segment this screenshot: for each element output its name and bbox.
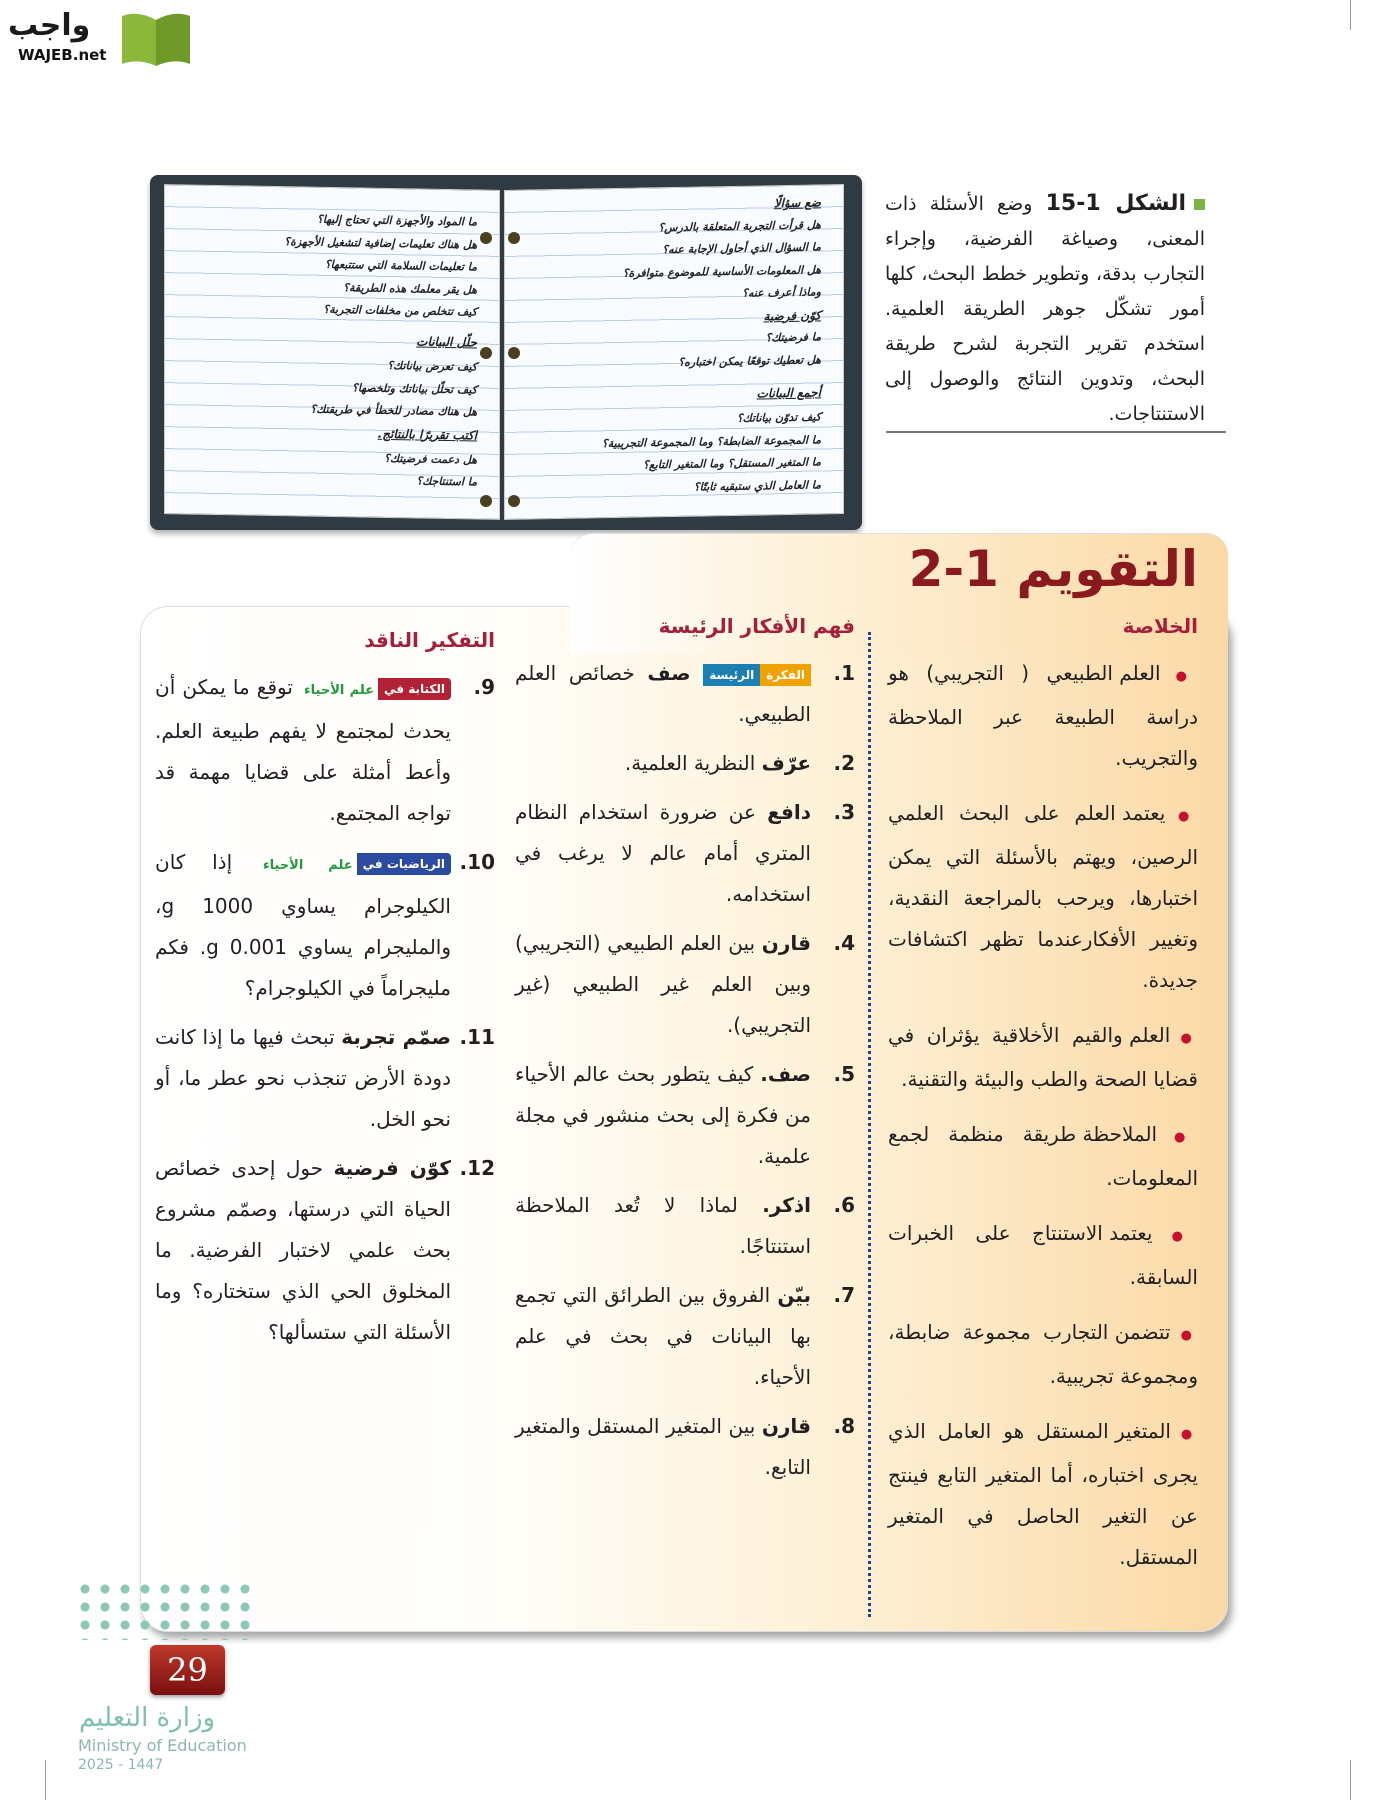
question-text: النظرية العلمية. (624, 751, 756, 775)
main-ideas-heading: فهم الأفكار الرئيسة (658, 614, 855, 638)
question-number: 2. (833, 751, 855, 775)
notebook-line: كيف تدوّن بياناتك؟ (736, 410, 821, 425)
notebook-line: ما تعليمات السلامة التي ستتبعها؟ (324, 257, 477, 274)
question-verb: قارن (761, 931, 811, 955)
question-number: 6. (833, 1193, 855, 1217)
notebook-heading: حلّل البيانات (416, 334, 477, 350)
notebook-line: هل هناك تعليمات إضافية لتشغيل الأجهزة؟ (284, 234, 477, 252)
notebook-heading: اكتب تقريرًا بالنتائج. (377, 426, 477, 443)
notebook-line: ما المواد والأجهزة التي تحتاج إليها؟ (317, 212, 477, 229)
notebook-line: كيف تتخلص من مخلفات التجربة؟ (323, 302, 477, 319)
question-number: 4. (833, 931, 855, 955)
question-verb: صف (647, 661, 691, 685)
question-verb: كوّن فرضية (333, 1156, 452, 1180)
notebook-figure (150, 175, 862, 530)
main-idea-badge: الفكرة (760, 664, 811, 686)
ring-hole (508, 232, 520, 244)
question-verb: قارن (761, 1414, 812, 1438)
subject-label: علم الأحياء (262, 858, 353, 873)
question-number: 3. (833, 800, 855, 824)
ring-hole (480, 495, 492, 507)
book-icon (118, 10, 194, 68)
crop-mark (45, 1760, 46, 1800)
summary-item: ● العلم والقيم الأخلاقية يؤثران في قضايا الصحة والطب والبيئة والتقنية. (888, 1015, 1198, 1100)
page-number: 29 (150, 1645, 225, 1695)
question-item (515, 1275, 855, 1398)
question-text: بين العلم الطبيعي (التجريبي) وبين العلم غير الطبيعي (غير التجريبي). (515, 931, 811, 1037)
question-item (515, 1054, 855, 1177)
question-verb: عرّف (761, 751, 811, 775)
notebook-line: هل يقر معلمك هذه الطريقة؟ (343, 280, 477, 297)
notebook-line: وماذا أعرف عنه؟ (742, 285, 821, 300)
notebook-line: كيف تعرض بياناتك؟ (387, 358, 477, 374)
notebook-line: ما استنتاجك؟ (416, 474, 477, 489)
question-verb: بيّن (777, 1283, 812, 1307)
question-item (155, 1017, 495, 1140)
question-item (515, 923, 855, 1046)
subject-badge: الرياضيات في (357, 853, 451, 875)
question-text: إذا كان الكيلوجرام يساوي 1000 g، والمليجرام يساوي 0.001 g. فكم مليجراماً في الكيلوجرام؟ (155, 850, 451, 1000)
crop-mark (1350, 0, 1351, 30)
summary-heading: الخلاصة (1122, 614, 1198, 638)
question-text: الفروق بين الطرائق التي تجمع بها البيانات في بحث في علم الأحياء. (515, 1283, 811, 1389)
ring-hole (508, 495, 520, 507)
notebook-line: ما فرضيتك؟ (765, 330, 821, 345)
notebook-line: ما المجموعة الضابطة؟ وما المجموعة التجريبية؟ (601, 432, 821, 450)
notebook-line: ما السؤال الذي أحاول الإجابة عنه؟ (662, 240, 821, 257)
question-text: حول إحدى خصائص الحياة التي درستها، وصمّم مشروع بحث علمي لاختبار الفرضية. ما المخلوق الحي الذي ستختاره؟ وما الأسئلة التي ستسألها؟ (155, 1156, 451, 1344)
question-item (515, 1185, 855, 1267)
green-square-icon (1194, 199, 1205, 210)
question-number: 5. (833, 1062, 855, 1086)
question-item (515, 792, 855, 915)
summary-item: ● العلم الطبيعي ( التجريبي) هو دراسة الطبيعة عبر الملاحظة والتجريب. (888, 653, 1198, 779)
question-number: 8. (833, 1414, 855, 1438)
critical-thinking-column (155, 620, 495, 1361)
summary-item: ● المتغير المستقل هو العامل الذي يجرى اختباره، أما المتغير التابع فينتج عن التغير الحاصل في المتغير المستقل. (888, 1411, 1198, 1578)
ministry-name-english: Ministry of Education (78, 1736, 247, 1755)
summary-item: ● يعتمد العلم على البحث العلمي الرصين، ويهتم بالأسئلة التي يمكن اختبارها، ويرحب بالمراجعة النقدية، وتغيير الأفكارعندما تظهر اكتشافات جديدة. (888, 793, 1198, 1001)
notebook-heading: ضع سؤالًا (773, 195, 821, 211)
question-number: 12. (459, 1156, 495, 1180)
question-number: 1. (833, 661, 855, 685)
dotted-separator (868, 632, 871, 1617)
question-text: بين المتغير المستقل والمتغير التابع. (515, 1414, 811, 1479)
divider (886, 431, 1226, 433)
question-text: كيف يتطور بحث عالم الأحياء من فكرة إلى بحث منشور في مجلة علمية. (515, 1062, 811, 1168)
subject-label: علم الأحياء (304, 683, 375, 698)
notebook-line: ما المتغير المستقل؟ وما المتغير التابع؟ (643, 455, 821, 472)
crop-mark (1350, 1760, 1351, 1800)
main-idea-badge: الرئيسة (703, 664, 760, 686)
question-text: لماذا لا تُعد الملاحظة استنتاجًا. (515, 1193, 811, 1258)
notebook-line: كيف تحلّل بياناتك وتلخصها؟ (352, 380, 477, 397)
question-number: 10. (459, 850, 495, 874)
summary-column (888, 606, 1198, 1592)
question-verb: دافع (767, 800, 811, 824)
notebook-line: هل قرأت التجربة المتعلقة بالدرس؟ (658, 217, 821, 234)
figure-caption (885, 186, 1205, 432)
question-item (515, 1406, 855, 1488)
question-verb: صف. (760, 1062, 812, 1086)
question-item (155, 667, 495, 834)
question-item (515, 743, 855, 784)
question-text: توقع ما يمكن أن يحدث لمجتمع لا يفهم طبيعة العلم. وأعط أمثلة على قضايا مهمة قد تواجه المجتمع. (155, 675, 451, 825)
notebook-line: هل المعلومات الأساسية للموضوع متوافرة؟ (622, 262, 821, 280)
ministry-name-arabic: وزارة التعليم (79, 1703, 216, 1733)
summary-item: ● يعتمد الاستنتاج على الخبرات السابقة. (888, 1213, 1198, 1298)
wajeb-logo: واجب WAJEB.net (8, 4, 190, 70)
question-number: 11. (459, 1025, 495, 1049)
question-item (155, 1148, 495, 1353)
question-verb: صمّم تجربة (341, 1025, 452, 1049)
ring-hole (480, 232, 492, 244)
subject-badge: الكتابة في (378, 678, 451, 700)
question-item (515, 653, 855, 735)
notebook-line: هل هناك مصادر للخطأ في طريقتك؟ (310, 402, 477, 419)
question-number: 9. (473, 675, 495, 699)
notebook-left-page (164, 184, 500, 520)
edition-year: 2025 - 1447 (78, 1757, 164, 1773)
question-number: 7. (833, 1283, 855, 1307)
ring-hole (508, 347, 520, 359)
question-item (155, 842, 495, 1009)
summary-item: ● الملاحظة طريقة منظمة لجمع المعلومات. (888, 1114, 1198, 1199)
critical-thinking-heading: التفكير الناقد (364, 628, 495, 652)
notebook-heading: أجمع البيانات (756, 385, 821, 401)
notebook-line: هل دعمت فرضيتك؟ (384, 451, 477, 467)
notebook-right-page (504, 184, 844, 520)
ministry-dots-icon (75, 1580, 250, 1640)
caption-text: وضع الأسئلة ذات المعنى، وصياغة الفرضية، وإجراء التجارب بدقة، وتطوير خطط البحث، كلها أمور تشكّل جوهر الطريقة العلمية. استخدم تقرير التجربة لشرح طريقة البحث، وتدوين النتائج والوصول إلى الاستنتاجات. (885, 193, 1205, 425)
question-text: تبحث فيها ما إذا كانت دودة الأرض تنجذب نحو عطر ما، أو نحو الخل. (155, 1025, 451, 1131)
question-text: خصائص العلم الطبيعي. (515, 661, 811, 726)
main-ideas-column (515, 606, 855, 1496)
notebook-line: ما العامل الذي ستبقيه ثابتًا؟ (693, 477, 821, 494)
notebook-heading: كوّن فرضية (763, 307, 821, 323)
summary-item: ● تتضمن التجارب مجموعة ضابطة، ومجموعة تجريبية. (888, 1312, 1198, 1397)
figure-label: الشكل 1-15 (1045, 191, 1187, 216)
question-text: عن ضرورة استخدام النظام المتري أمام عالم لا يرغب في استخدامه. (515, 800, 811, 906)
question-verb: اذكر. (762, 1193, 811, 1217)
ring-hole (480, 347, 492, 359)
section-title: التقويم 1-2 (908, 540, 1198, 598)
notebook-line: هل تعطيك توقعًا يمكن اختباره؟ (678, 352, 821, 369)
